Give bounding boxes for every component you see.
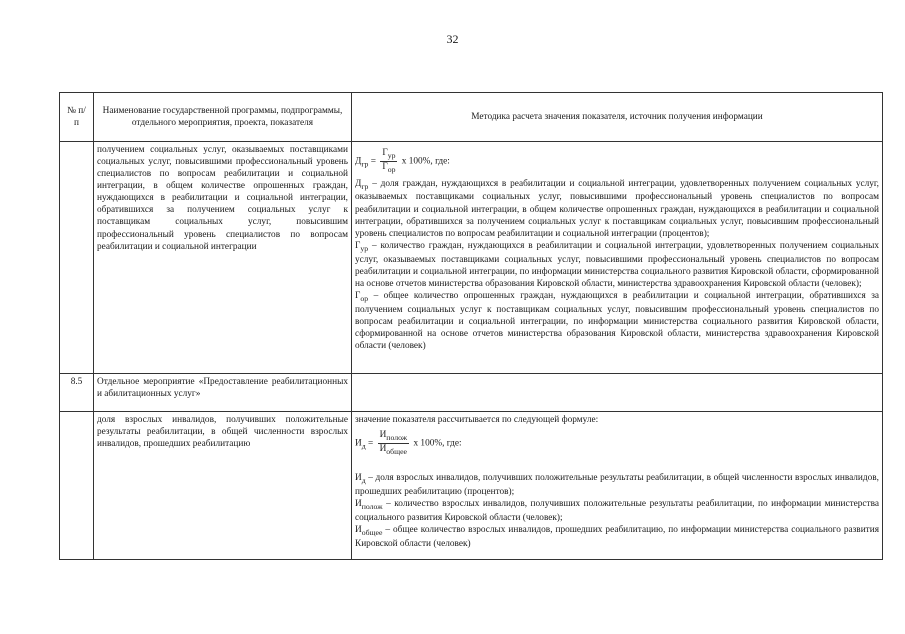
row-number: 8.5 (60, 374, 94, 412)
method-cell (352, 374, 883, 412)
header-name: Наименование государственной программы, подпрограммы, отдельного мероприятия, проекта, показателя (94, 93, 352, 142)
formula-intro: значение показателя рассчитывается по следующей формуле: (355, 415, 599, 425)
definition: $Д_{гр}$ – доля граждан, нуждающихся в реабилитации и социальной интеграции, удовлетворенных получением социальных услуг, оказываемых поставщиками социальных услуг, повысившими профессиональный уровень специалистов по вопросам реабилитации и социальной интеграции, в общем количестве опрошенных граждан, нуждающихся в реабилитации и социальной интеграции, обратившихся за получением социальных услуг к поставщикам социальных услуг, повысившим профессиональный уровень специалистов по вопросам реабилитации и социальной интеграции (процентов); (355, 178, 879, 239)
header-number: № п/п (60, 93, 94, 142)
activity-name: Отдельное мероприятие «Предоставление реабилитационных и абилитационных услуг» (94, 374, 352, 412)
table-row (60, 142, 883, 374)
formula: $Д_{гр}$ = $\frac{Г_{ур}}{Г_{ор}}$ х 100%, где: (355, 148, 450, 174)
methodology-table (59, 92, 883, 560)
definition: $И_{общее}$ – общее количество взрослых инвалидов, прошедших реабилитацию, по информации министерства социального развития Кировской области (человек) (355, 524, 879, 549)
method-cell (352, 142, 883, 374)
definition: $Г_{ор}$ – общее количество опрошенных граждан, нуждающихся в реабилитации и социальной интеграции, обратившихся за получением социальных услуг к поставщикам социальных услуг, повысившим профессиональный уровень специалистов по вопросам реабилитации и социальной интеграции, по информации министерства социального развития Кировской области, сформированной на основе отчетов министерства образования Кировской области, министерства здравоохранения Кировской области (человек) (355, 290, 879, 352)
formula: $И_д$ = $\frac{И_{полож}}{И_{общее}}$ х 100%, где: (355, 430, 462, 456)
page-number: 32 (446, 32, 459, 46)
table-row (60, 412, 883, 560)
row-number (60, 142, 94, 374)
definition: $И_д$ – доля взрослых инвалидов, получивших положительные результаты реабилитации, в общей численности взрослых инвалидов, прошедших реабилитацию (процентов); (355, 472, 880, 497)
header-method: Методика расчета значения показателя, источник получения информации (352, 93, 883, 142)
indicator-name: доля взрослых инвалидов, получивших положительные результаты реабилитации, в общей численности взрослых инвалидов, прошедших реабилитацию (94, 412, 352, 560)
formula-fraction: $\frac{Г_{ур}}{Г_{ор}}$ (382, 148, 396, 174)
formula-fraction: $\frac{И_{полож}}{И_{общее}}$ (379, 430, 408, 456)
indicator-name: получением социальных услуг, оказываемых поставщиками социальных услуг, повысившими профессиональный уровень специалистов по вопросам реабилитации и социальной интеграции, в общем количестве опрошенных граждан, нуждающихся в реабилитации и социальной интеграции, обратившихся за получением социальных услуг к поставщикам социальных услуг, повысившим профессиональный уровень специалистов по вопросам реабилитации и социальной интеграции (94, 142, 352, 374)
row-number (60, 412, 94, 560)
table-row (60, 374, 883, 412)
table-header-row (60, 93, 883, 142)
definition: $И_{полож}$ – количество взрослых инвалидов, получивших положительные результаты реабилитации, по информации министерства социального развития Кировской области (человек); (355, 498, 880, 523)
method-cell (352, 412, 883, 560)
definition: $Г_{ур}$ – количество граждан, нуждающихся в реабилитации и социальной интеграции, удовлетворенных получением социальных услуг, оказываемых поставщиками социальных услуг, повысившими профессиональный уровень специалистов по вопросам реабилитации и социальной интеграции, по информации министерства социального развития Кировской области, сформированной на основе отчетов министерства образования Кировской области, министерства здравоохранения Кировской области (человек); (355, 240, 880, 289)
